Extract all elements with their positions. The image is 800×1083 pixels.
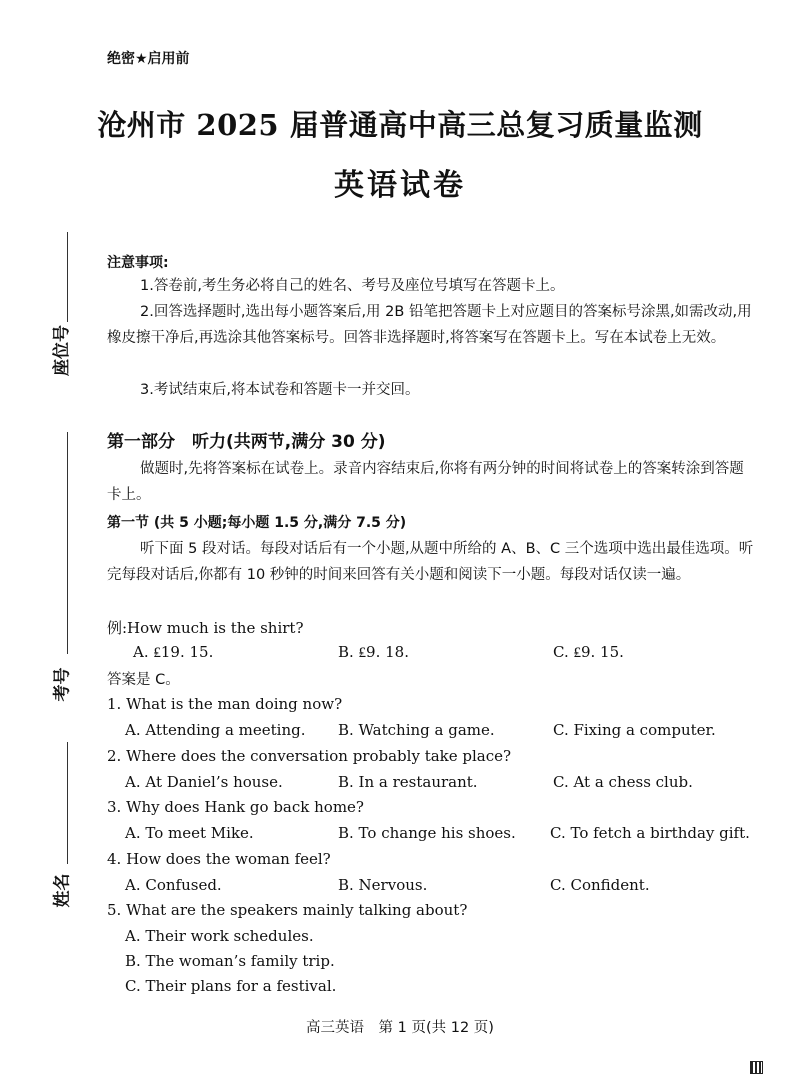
option-c: C. ₤9. 15. [553, 643, 624, 661]
example-options [0, 643, 800, 667]
example-answer: 答案是 C。 [107, 672, 180, 688]
option-a: A. Attending a meeting. [125, 721, 306, 739]
question-2: 2. Where does the conversation probably take place? [107, 747, 512, 765]
part1-intro: 做题时,先将答案标在试卷上。录音内容结束后,你将有两分钟的时间将试卷上的答案转涂到答题卡上。 [107, 461, 744, 503]
part1-heading: 第一部分 听力(共两节,满分 30 分) [107, 432, 386, 452]
qr-code-icon [750, 1061, 763, 1074]
option-b: B. In a restaurant. [338, 773, 478, 791]
exam-number-underline [67, 432, 68, 654]
question-5-option-a: A. Their work schedules. [125, 927, 314, 945]
question-5-option-b: B. The woman’s family trip. [125, 952, 335, 970]
seat-number-label: 座位号 [52, 325, 72, 376]
option-a: A. ₤19. 15. [133, 643, 214, 661]
example-question: 例:How much is the shirt? [107, 619, 304, 637]
question-4: 4. How does the woman feel? [107, 850, 331, 868]
confidential-mark: 绝密★启用前 [107, 51, 190, 67]
section1-intro: 听下面 5 段对话。每段对话后有一个小题,从题中所给的 A、B、C 三个选项中选出最佳选项。听完每段对话后,你都有 10 秒钟的时间来回答有关小题和阅读下一小题。每段对话仅读一遍。 [107, 541, 754, 583]
question-5-option-c: C. Their plans for a festival. [125, 977, 337, 995]
option-b: B. Watching a game. [338, 721, 495, 739]
seat-underline [67, 232, 68, 322]
option-b: B. To change his shoes. [338, 824, 516, 842]
option-b: B. Nervous. [338, 876, 428, 894]
option-c: C. Fixing a computer. [553, 721, 716, 739]
exam-title: 沧州市 2025 届普通高中高三总复习质量监测 [97, 108, 703, 142]
question-5: 5. What are the speakers mainly talking about? [107, 901, 468, 919]
option-c: C. At a chess club. [553, 773, 693, 791]
option-c: C. To fetch a birthday gift. [550, 824, 750, 842]
option-b: B. ₤9. 18. [338, 643, 409, 661]
option-c: C. Confident. [550, 876, 650, 894]
option-a: A. To meet Mike. [125, 824, 254, 842]
question-4-options [0, 876, 800, 900]
name-label: 姓名 [52, 873, 73, 908]
question-2-options [0, 773, 800, 797]
notice-item: 3.考试结束后,将本试卷和答题卡一并交回。 [140, 382, 420, 398]
question-3: 3. Why does Hank go back home? [107, 798, 364, 816]
page-footer: 高三英语 第 1 页(共 12 页) [306, 1020, 494, 1036]
question-1-options [0, 721, 800, 745]
notice-item: 2.回答选择题时,选出每小题答案后,用 2B 铅笔把答题卡上对应题目的答案标号涂黑,如需改动,用橡皮擦干净后,再选涂其他答案标号。回答非选择题时,将答案写在答题卡上。写在本试卷上无效。 [107, 304, 752, 346]
exam-number-label: 考号 [52, 667, 73, 702]
notice-heading: 注意事项: [107, 255, 169, 271]
question-3-options [0, 824, 800, 848]
notice-item: 1.答卷前,考生务必将自己的姓名、考号及座位号填写在答题卡上。 [140, 278, 565, 294]
question-1: 1. What is the man doing now? [107, 695, 343, 713]
option-a: A. Confused. [125, 876, 222, 894]
section1-heading: 第一节 (共 5 小题;每小题 1.5 分,满分 7.5 分) [107, 515, 407, 531]
option-a: A. At Daniel’s house. [125, 773, 283, 791]
exam-subject-title: 英语试卷 [334, 168, 466, 203]
